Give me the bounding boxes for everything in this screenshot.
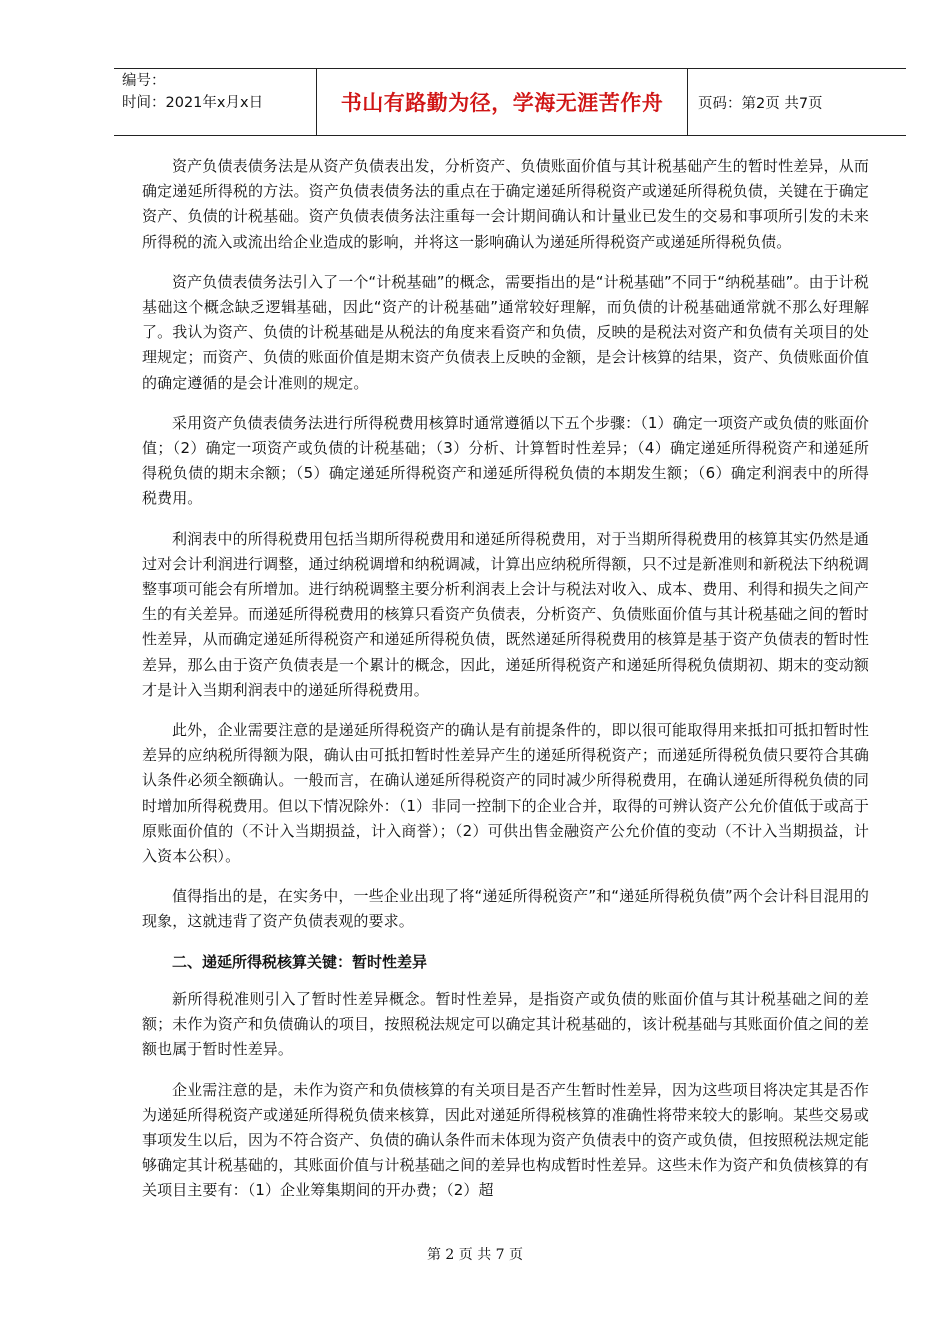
code-label: 编号： [122,73,166,89]
paragraph-5: 此外，企业需要注意的是递延所得税资产的确认是有前提条件的，即以很可能取得用来抵扣可抵扣暂时性差异的应纳税所得额为限，确认由可抵扣暂时性差异产生的递延所得税资产；而递延所得税负债只要符合其确认条件必须全额确认。一般而言，在确认递延所得税资产的同时减少所得税费用，在确认递延所得税负债的同时增加所得税费用。但以下情况除外：（1）非同一控制下的企业合并，取得的可辨认资产公允价值低于或高于原账面价值的（不计入当期损益，计入商誉）；（2）可供出售金融资产公允价值的变动（不计入当期损益，计入资本公积）。 [142,721,869,866]
page-label: 页码：第2页 共7页 [698,95,823,112]
header-meta [122,70,322,114]
paragraph-2: 资产负债表债务法引入了一个“计税基础”的概念，需要指出的是“计税基础”不同于“纳税基础”。由于计税基础这个概念缺乏逻辑基础，因此“资产的计税基础”通常较好理解，而负债的计税基础通常就不那么好理解了。我认为资产、负债的计税基础是从税法的角度来看资产和负债，反映的是税法对资产和负债有关项目的处理规定；而资产、负债的账面价值是期末资产负债表上反映的金额，是会计核算的结果，资产、负债账面价值的确定遵循的是会计准则的规定。 [142,272,869,392]
paragraph-8: 企业需注意的是，未作为资产和负债核算的有关项目是否产生暂时性差异，因为这些项目将决定其是否作为递延所得税资产或递延所得税负债来核算，因此对递延所得税核算的准确性将带来较大的影响。某些交易或事项发生以后，因为不符合资产、负债的确认条件而未体现为资产负债表中的资产或负债，但按照税法规定能够确定其计税基础的，其账面价值与计税基础之间的差异也构成暂时性差异。这些未作为资产和负债核算的有关项目主要有：（1）企业筹集期间的开办费；（2）超 [142,1080,869,1200]
paragraph-1: 资产负债表债务法是从资产负债表出发，分析资产、负债账面价值与其计税基础产生的暂时性差异，从而确定递延所得税的方法。资产负债表债务法的重点在于确定递延所得税资产或递延所得税负债，关键在于确定资产、负债的计税基础。资产负债表债务法注重每一会计期间确认和计量业已发生的交易和事项所引发的未来所得税的流入或流出给企业造成的影响，并将这一影响确认为递延所得税资产或递延所得税负债。 [142,157,869,251]
document-body [142,154,869,1219]
paragraph-4: 利润表中的所得税费用包括当期所得税费用和递延所得税费用，对于当期所得税费用的核算其实仍然是通过对会计利润进行调整，通过纳税调增和纳税调减，计算出应纳税所得额，只不过是新准则和新税法下纳税调整事项可能会有所增加。进行纳税调整主要分析利润表上会计与税法对收入、成本、费用、利得和损失之间产生的有关差异。而递延所得税费用的核算只看资产负债表，分析资产、负债账面价值与其计税基础之间的暂时性差异，从而确定递延所得税资产和递延所得税负债，既然递延所得税费用的核算是基于资产负债表的暂时性差异，那么由于资产负债表是一个累计的概念，因此，递延所得税资产和递延所得税负债期初、期末的变动额才是计入当期利润表中的递延所得税费用。 [142,529,869,699]
section-heading: 二、递延所得税核算关键：暂时性差异 [172,952,428,971]
header-page-info [698,69,823,135]
page-footer [0,1244,950,1264]
header-motto-cell [316,69,688,135]
paragraph-6: 值得指出的是，在实务中，一些企业出现了将“递延所得税资产”和“递延所得税负债”两个会计科目混用的现象，这就违背了资产负债表观的要求。 [142,887,869,931]
time-label: 时间：2021年x月x日 [122,95,264,111]
page-header [114,68,906,136]
footer-page-number: 第 2 页 共 7 页 [426,1247,524,1263]
motto-text: 书山有路勤为径，学海无涯苦作舟 [340,91,664,115]
paragraph-3: 采用资产负债表债务法进行所得税费用核算时通常遵循以下五个步骤：（1）确定一项资产或负债的账面价值；（2）确定一项资产或负债的计税基础；（3）分析、计算暂时性差异；（4）确定递延所得税资产和递延所得税负债的期末余额；（5）确定递延所得税资产和递延所得税负债的本期发生额；（6）确定利润表中的所得税费用。 [142,413,869,508]
paragraph-7: 新所得税准则引入了暂时性差异概念。暂时性差异，是指资产或负债的账面价值与其计税基础之间的差额；未作为资产和负债确认的项目，按照税法规定可以确定其计税基础的，该计税基础与其账面价值之间的差额也属于暂时性差异。 [142,989,869,1059]
